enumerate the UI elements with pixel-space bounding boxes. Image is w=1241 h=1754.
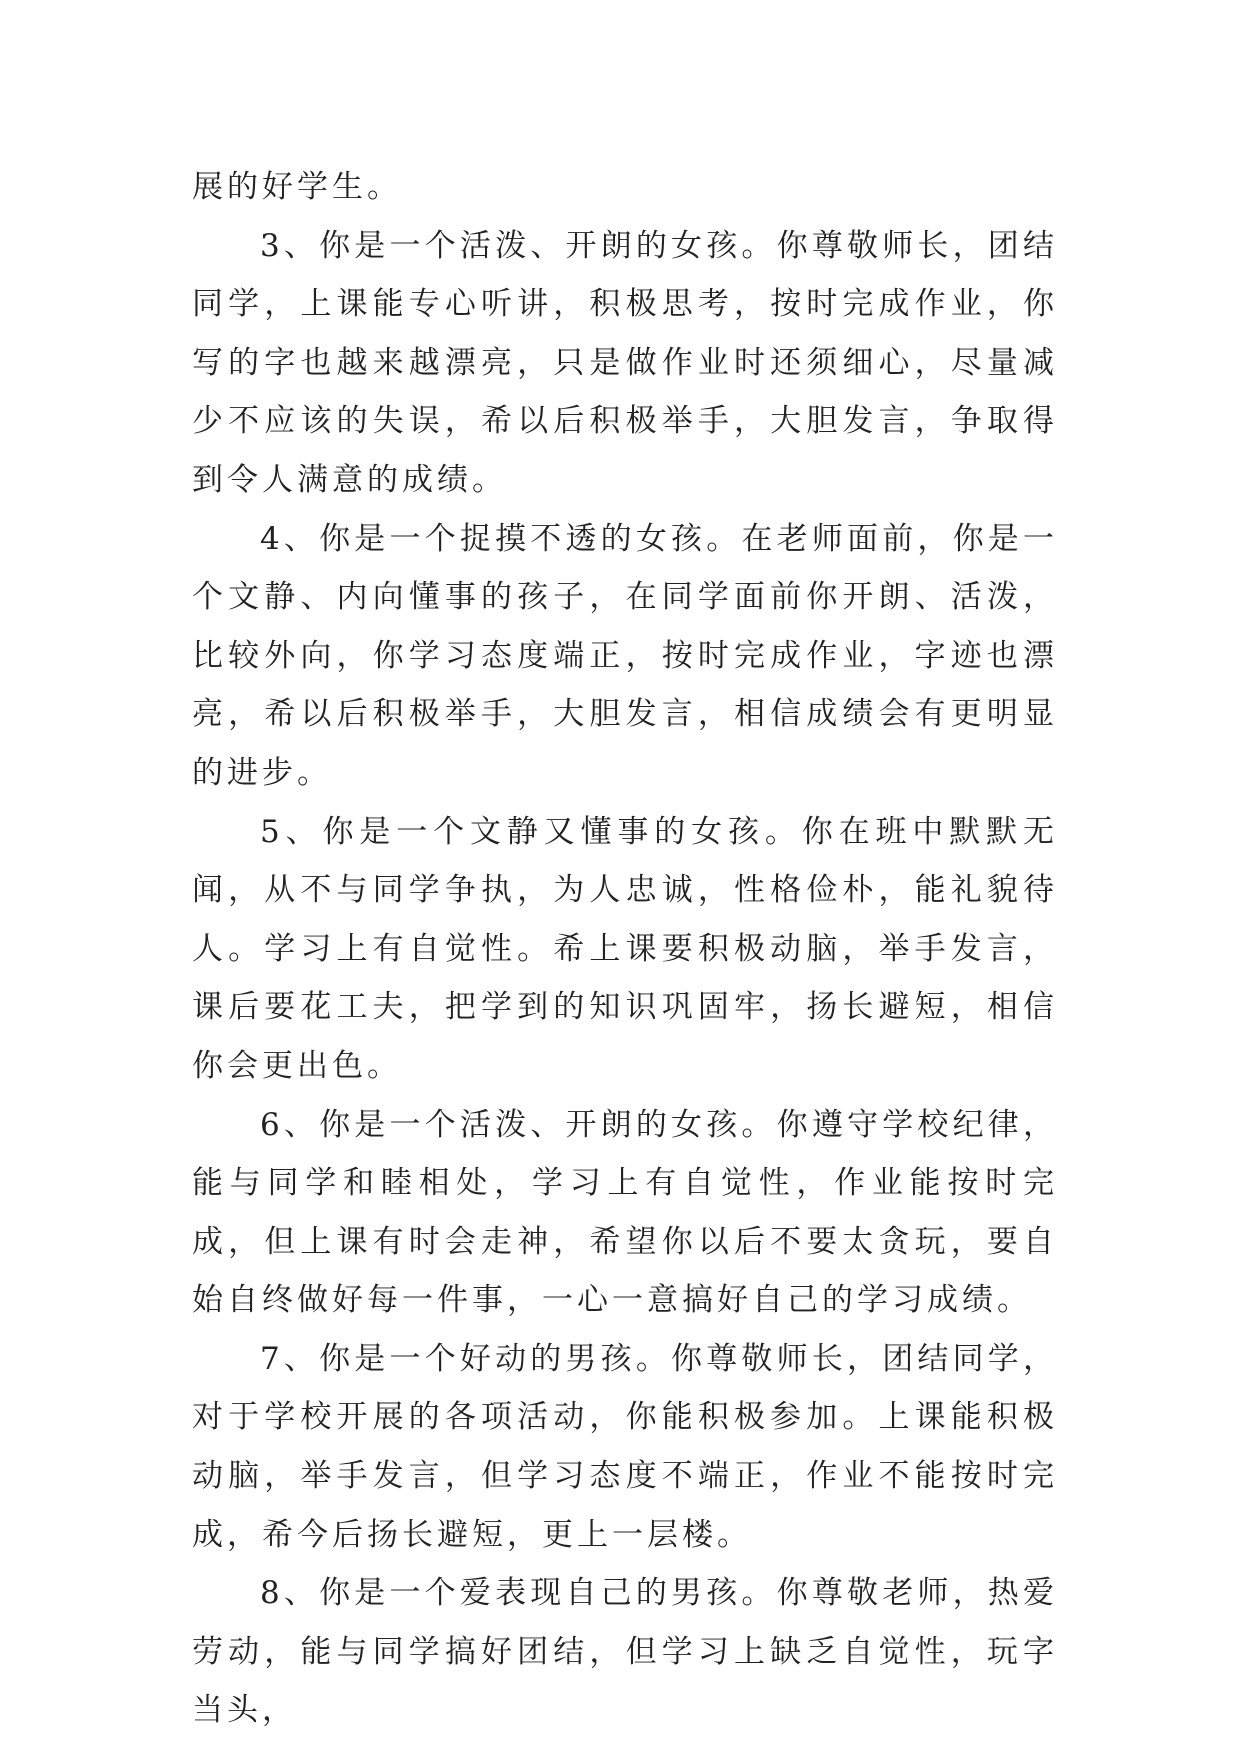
paragraph-continuation: 展的好学生。 xyxy=(192,169,402,205)
document-body xyxy=(192,158,1058,1740)
paragraph-comment-6: 6、你是一个活泼、开朗的女孩。你遵守学校纪律，能与同学和睦相处，学习上有自觉性，作业能按时完成，但上课有时会走神，希望你以后不要太贪玩，要自始自终做好每一件事，一心一意搞好自己的学习成绩。 xyxy=(192,1106,1058,1319)
paragraph-comment-8: 8、你是一个爱表现自己的男孩。你尊敬老师，热爱劳动，能与同学搞好团结，但学习上缺乏自觉性，玩字当头， xyxy=(192,1575,1058,1729)
paragraph-comment-7: 7、你是一个好动的男孩。你尊敬师长，团结同学，对于学校开展的各项活动，你能积极参加。上课能积极动脑，举手发言，但学习态度不端正，作业不能按时完成，希今后扬长避短，更上一层楼。 xyxy=(192,1340,1058,1553)
paragraph-comment-3: 3、你是一个活泼、开朗的女孩。你尊敬师长，团结同学，上课能专心听讲，积极思考，按时完成作业，你写的字也越来越漂亮，只是做作业时还须细心，尽量减少不应该的失误，希以后积极举手，大胆发言，争取得到令人满意的成绩。 xyxy=(192,227,1058,498)
paragraph-comment-5: 5、你是一个文静又懂事的女孩。你在班中默默无闻，从不与同学争执，为人忠诚，性格俭朴，能礼貌待人。学习上有自觉性。希上课要积极动脑，举手发言，课后要花工夫，把学到的知识巩固牢，扬长避短，相信你会更出色。 xyxy=(192,813,1058,1084)
paragraph-comment-4: 4、你是一个捉摸不透的女孩。在老师面前，你是一个文静、内向懂事的孩子，在同学面前你开朗、活泼，比较外向，你学习态度端正，按时完成作业，字迹也漂亮，希以后积极举手，大胆发言，相信成绩会有更明显的进步。 xyxy=(192,520,1058,791)
